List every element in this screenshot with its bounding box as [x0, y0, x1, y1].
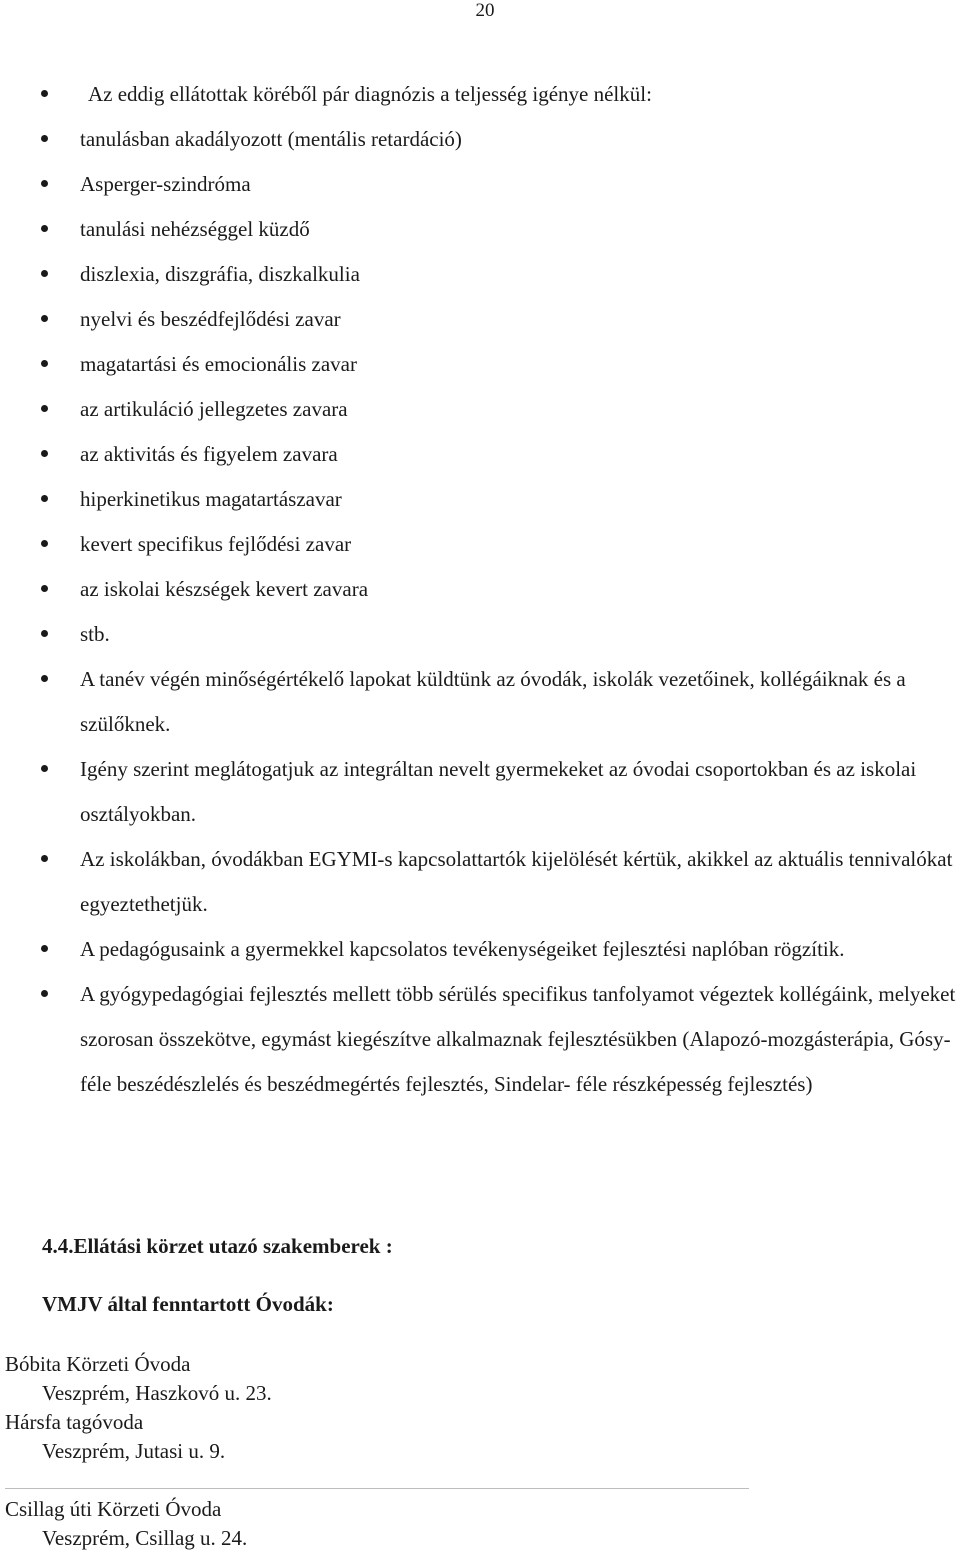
list-item-text: A tanév végén minőségértékelő lapokat küldtünk az óvodák, iskolák vezetőinek, kollégáiknak és a szülőknek. — [80, 667, 906, 736]
list-item-text: hiperkinetikus magatartászavar — [80, 487, 342, 511]
list-item-text: stb. — [80, 622, 110, 646]
institution-name: Bóbita Körzeti Óvoda — [5, 1352, 191, 1376]
list-item — [38, 72, 960, 117]
list-item-text: az aktivitás és figyelem zavara — [80, 442, 338, 466]
bullet-icon — [41, 945, 48, 952]
bullet-icon — [41, 585, 48, 592]
bullet-icon — [41, 270, 48, 277]
institution-address: Veszprém, Haszkovó u. 23. — [42, 1381, 272, 1405]
institution-name: Csillag úti Körzeti Óvoda — [5, 1497, 222, 1521]
list-item-text: A gyógypedagógiai fejlesztés mellett több sérülés specifikus tanfolyamot végeztek kollégáink, melyeket szorosan összekötve, egymást kiegészítve alkalmaznak fejlesztésükben (Alapozó-mozgásterápia, Gósy-féle beszédészlelés és beszédmegértés fejlesztés, Sindelar- féle részképesség fejlesztés) — [80, 982, 956, 1096]
institution-list — [5, 1350, 272, 1466]
list-item — [38, 747, 960, 837]
list-item — [38, 477, 960, 522]
bullet-icon — [41, 495, 48, 502]
bullet-icon — [41, 990, 48, 997]
institution-name: Hársfa tagóvoda — [5, 1410, 144, 1434]
list-item — [38, 837, 960, 927]
list-item — [38, 657, 960, 747]
list-item-text: A pedagógusaink a gyermekkel kapcsolatos tevékenységeiket fejlesztési naplóban rögzítik. — [80, 937, 845, 961]
bullet-icon — [41, 360, 48, 367]
list-item-text: az artikuláció jellegzetes zavara — [80, 397, 348, 421]
divider — [5, 1488, 749, 1489]
institution-list — [5, 1495, 247, 1553]
list-item-text: Igény szerint meglátogatjuk az integráltan nevelt gyermekeket az óvodai csoportokban és az iskolai osztályokban. — [80, 757, 917, 826]
bullet-icon — [41, 675, 48, 682]
list-item — [38, 972, 960, 1107]
list-item — [38, 522, 960, 567]
list-item — [38, 927, 960, 972]
list-item — [38, 252, 960, 297]
list-item — [38, 567, 960, 612]
list-item-text: tanulásban akadályozott (mentális retardáció) — [80, 127, 462, 151]
section-heading: 4.4.Ellátási körzet utazó szakemberek : — [42, 1234, 393, 1258]
list-item — [38, 207, 960, 252]
list-item-text: Az iskolákban, óvodákban EGYMI-s kapcsolattartók kijelölését kértük, akikkel az aktuális tennivalókat egyeztethetjük. — [80, 847, 953, 916]
list-item-text: Asperger-szindróma — [80, 172, 251, 196]
list-item-text: Az eddig ellátottak köréből pár diagnózis a teljesség igénye nélkül: — [88, 82, 652, 106]
list-item — [38, 432, 960, 477]
institution-address: Veszprém, Jutasi u. 9. — [42, 1439, 226, 1463]
bullet-icon — [41, 630, 48, 637]
list-item-text: magatartási és emocionális zavar — [80, 352, 357, 376]
list-item-text: az iskolai készségek kevert zavara — [80, 577, 369, 601]
list-item — [38, 387, 960, 432]
page-number: 20 — [475, 0, 495, 21]
list-item-text: nyelvi és beszédfejlődési zavar — [80, 307, 341, 331]
bullet-icon — [41, 855, 48, 862]
list-item-text: tanulási nehézséggel küzdő — [80, 217, 310, 241]
list-item — [38, 342, 960, 387]
bullet-icon — [41, 180, 48, 187]
list-item-text: kevert specifikus fejlődési zavar — [80, 532, 352, 556]
list-item — [38, 117, 960, 162]
bullet-icon — [41, 450, 48, 457]
list-item — [38, 612, 960, 657]
bullet-icon — [41, 315, 48, 322]
list-item — [38, 297, 960, 342]
bullet-icon — [41, 90, 48, 97]
list-item-text: diszlexia, diszgráfia, diszkalkulia — [80, 262, 360, 286]
diagnosis-bullet-list — [38, 72, 960, 1107]
bullet-icon — [41, 765, 48, 772]
institution-address: Veszprém, Csillag u. 24. — [42, 1526, 248, 1550]
bullet-icon — [41, 540, 48, 547]
bullet-icon — [41, 225, 48, 232]
subheading: VMJV által fenntartott Óvodák: — [42, 1292, 334, 1316]
list-item — [38, 162, 960, 207]
bullet-icon — [41, 135, 48, 142]
bullet-icon — [41, 405, 48, 412]
